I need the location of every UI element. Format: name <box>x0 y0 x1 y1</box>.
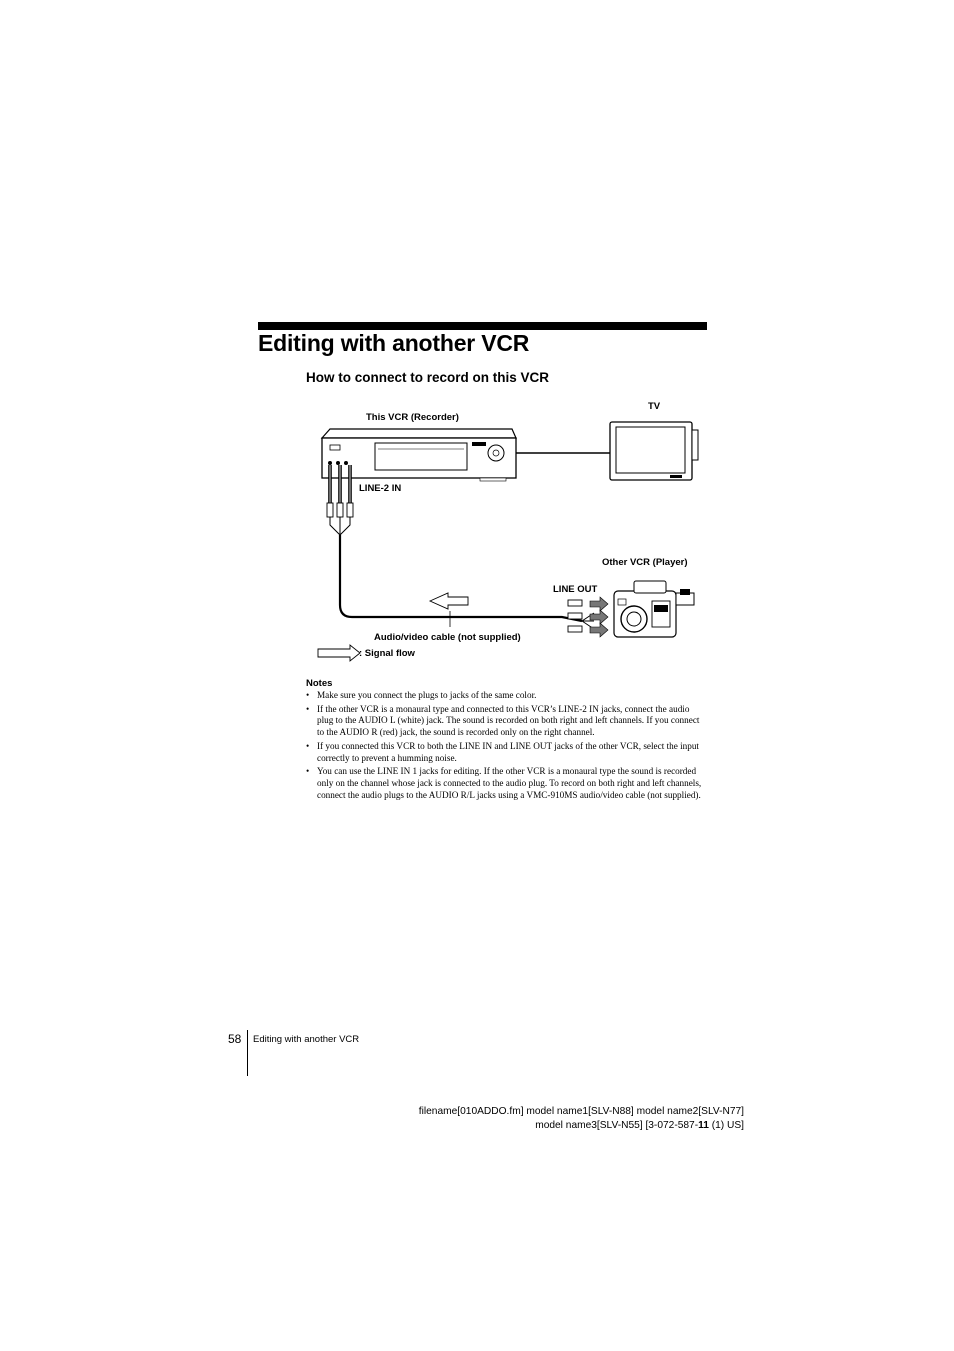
note-text: You can use the LINE IN 1 jacks for editing. If the other VCR is a monaural type the sound is recorded only on the channel whose jack is connected to the audio plug. To record on both right and left channels, connect the audio plugs to the AUDIO R/L jacks using a VMC-910MS audio/video cable (not supplied). <box>317 766 702 800</box>
file-info-prefix: model name3[SLV-N55] [3-072-587- <box>535 1120 699 1131</box>
bullet: • <box>306 740 310 751</box>
this-vcr-label: This VCR (Recorder) <box>366 412 459 423</box>
note-text: Make sure you connect the plugs to jacks of the same color. <box>317 690 537 700</box>
file-info-line-1: filename[010ADDO.fm] model name1[SLV-N88] model name2[SLV-N77] <box>418 1106 744 1117</box>
other-vcr-label: Other VCR (Player) <box>602 557 688 568</box>
tv-label: TV <box>648 401 661 412</box>
bullet: • <box>306 690 310 700</box>
list-item <box>306 766 708 801</box>
file-info-suffix: (1) US] <box>708 1120 744 1131</box>
running-footer-section: Editing with another VCR <box>253 1034 360 1045</box>
bullet: • <box>306 766 310 777</box>
list-item <box>306 704 708 739</box>
cable-label: Audio/video cable (not supplied) <box>374 632 521 643</box>
legend-signal-flow-arrow <box>318 645 360 661</box>
note-text: If you connected this VCR to both the LINE IN and LINE OUT jacks of the other VCR, select the input correctly to prevent a humming noise. <box>317 740 699 763</box>
notes-list <box>306 690 708 803</box>
tv-illustration <box>610 422 698 480</box>
file-info-revision: 11 <box>698 1120 709 1131</box>
line-out-label: LINE OUT <box>553 584 598 595</box>
folio-divider <box>247 1030 248 1076</box>
line2-in-label: LINE-2 IN <box>359 483 402 494</box>
signal-flow-legend-label: : Signal flow <box>359 648 415 659</box>
note-text: If the other VCR is a monaural type and connected to this VCR’s LINE-2 IN jacks, connect the audio plug to the AUDIO L (white) jack. The sound is recorded on both right and left channels. If you connect to the AUDIO R (red) jack, the sound is recorded only on the right channel. <box>317 703 700 738</box>
line-out-arrows <box>590 597 608 637</box>
title-rule <box>258 322 707 330</box>
page-number: 58 <box>228 1032 242 1046</box>
other-vcr-camcorder-illustration <box>614 581 694 637</box>
file-info-line-2 <box>535 1120 744 1131</box>
signal-flow-arrow <box>430 593 468 609</box>
section-subtitle: How to connect to record on this VCR <box>306 370 550 385</box>
page-title: Editing with another VCR <box>258 330 530 356</box>
list-item <box>306 690 708 702</box>
list-item <box>306 741 708 764</box>
connection-diagram <box>300 395 720 670</box>
notes-heading: Notes <box>306 678 333 689</box>
bullet: • <box>306 703 310 714</box>
